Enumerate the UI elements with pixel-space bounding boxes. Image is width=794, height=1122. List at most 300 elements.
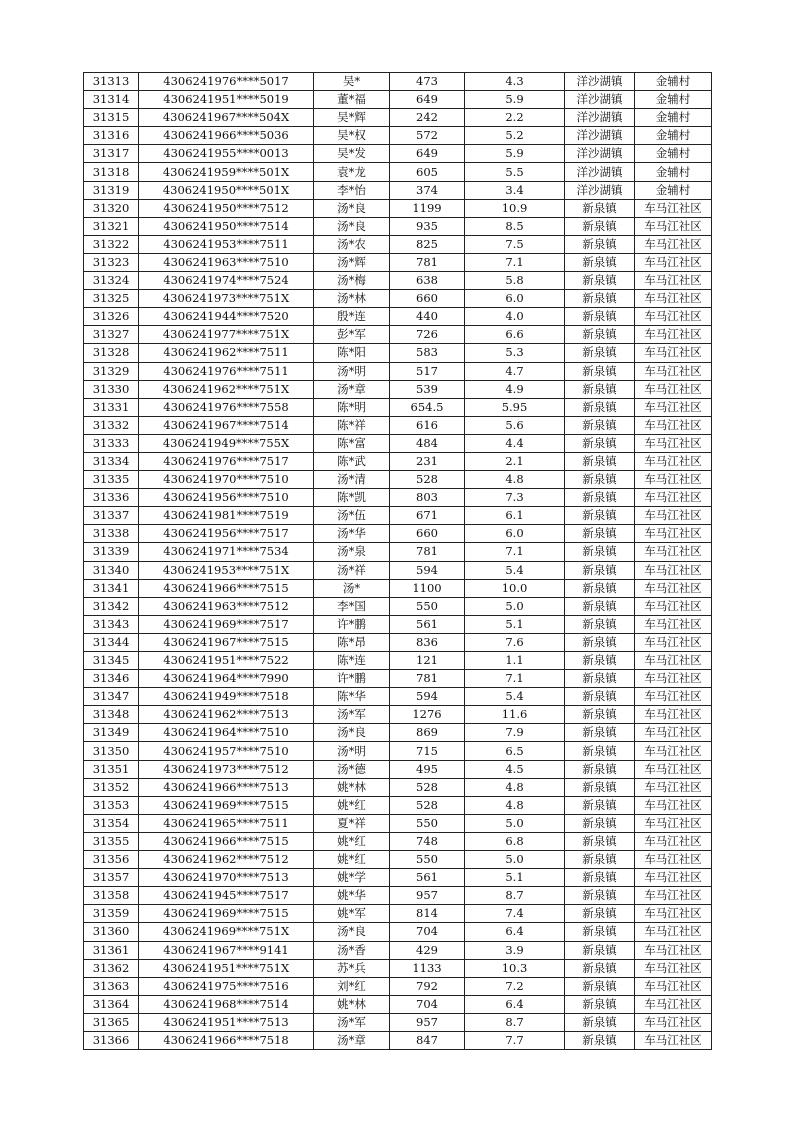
table-row <box>84 615 712 633</box>
name-cell: 李*国 <box>314 597 390 615</box>
village-cell: 车马江社区 <box>635 253 712 271</box>
village-cell: 车马江社区 <box>635 489 712 507</box>
village-cell: 金辅村 <box>635 73 712 91</box>
table-row <box>84 489 712 507</box>
amount-cell: 7.1 <box>465 543 565 561</box>
id-number-cell: 4306241974****7524 <box>139 272 314 290</box>
area-cell: 495 <box>390 760 465 778</box>
table-row <box>84 688 712 706</box>
table-row <box>84 272 712 290</box>
amount-cell: 6.4 <box>465 923 565 941</box>
town-cell: 新泉镇 <box>565 217 635 235</box>
town-cell: 新泉镇 <box>565 398 635 416</box>
area-cell: 869 <box>390 724 465 742</box>
town-cell: 新泉镇 <box>565 1031 635 1049</box>
village-cell: 金辅村 <box>635 127 712 145</box>
table-row <box>84 163 712 181</box>
area-cell: 792 <box>390 977 465 995</box>
town-cell: 新泉镇 <box>565 290 635 308</box>
name-cell: 汤*军 <box>314 706 390 724</box>
name-cell: 姚*红 <box>314 851 390 869</box>
town-cell: 洋沙湖镇 <box>565 91 635 109</box>
town-cell: 洋沙湖镇 <box>565 109 635 127</box>
seq-number-cell: 31359 <box>84 905 139 923</box>
area-cell: 660 <box>390 525 465 543</box>
village-cell: 金辅村 <box>635 145 712 163</box>
amount-cell: 5.1 <box>465 615 565 633</box>
area-cell: 825 <box>390 235 465 253</box>
name-cell: 陈*阳 <box>314 344 390 362</box>
name-cell: 汤*伍 <box>314 507 390 525</box>
seq-number-cell: 31366 <box>84 1031 139 1049</box>
seq-number-cell: 31336 <box>84 489 139 507</box>
area-cell: 594 <box>390 688 465 706</box>
name-cell: 陈*连 <box>314 652 390 670</box>
village-cell: 车马江社区 <box>635 308 712 326</box>
name-cell: 吴*辉 <box>314 109 390 127</box>
area-cell: 121 <box>390 652 465 670</box>
town-cell: 新泉镇 <box>565 434 635 452</box>
id-number-cell: 4306241965****7511 <box>139 814 314 832</box>
table-row <box>84 380 712 398</box>
amount-cell: 5.0 <box>465 597 565 615</box>
amount-cell: 3.4 <box>465 181 565 199</box>
seq-number-cell: 31323 <box>84 253 139 271</box>
town-cell: 新泉镇 <box>565 615 635 633</box>
table-row <box>84 290 712 308</box>
town-cell: 新泉镇 <box>565 344 635 362</box>
id-number-cell: 4306241963****7510 <box>139 253 314 271</box>
name-cell: 李*怡 <box>314 181 390 199</box>
town-cell: 新泉镇 <box>565 995 635 1013</box>
name-cell: 汤* <box>314 579 390 597</box>
area-cell: 660 <box>390 290 465 308</box>
id-number-cell: 4306241966****7513 <box>139 778 314 796</box>
amount-cell: 7.5 <box>465 235 565 253</box>
seq-number-cell: 31364 <box>84 995 139 1013</box>
table-row <box>84 905 712 923</box>
area-cell: 616 <box>390 416 465 434</box>
town-cell: 新泉镇 <box>565 525 635 543</box>
name-cell: 苏*兵 <box>314 959 390 977</box>
table-row <box>84 869 712 887</box>
name-cell: 夏*祥 <box>314 814 390 832</box>
amount-cell: 5.6 <box>465 416 565 434</box>
town-cell: 新泉镇 <box>565 688 635 706</box>
village-cell: 车马江社区 <box>635 272 712 290</box>
amount-cell: 6.0 <box>465 290 565 308</box>
name-cell: 殷*连 <box>314 308 390 326</box>
id-number-cell: 4306241976****7511 <box>139 362 314 380</box>
seq-number-cell: 31365 <box>84 1013 139 1031</box>
id-number-cell: 4306241950****501X <box>139 181 314 199</box>
name-cell: 吴*权 <box>314 127 390 145</box>
area-cell: 561 <box>390 869 465 887</box>
amount-cell: 5.2 <box>465 127 565 145</box>
town-cell: 新泉镇 <box>565 905 635 923</box>
id-number-cell: 4306241968****7514 <box>139 995 314 1013</box>
id-number-cell: 4306241953****7511 <box>139 235 314 253</box>
area-cell: 803 <box>390 489 465 507</box>
amount-cell: 7.3 <box>465 489 565 507</box>
area-cell: 594 <box>390 561 465 579</box>
name-cell: 陈*武 <box>314 452 390 470</box>
area-cell: 440 <box>390 308 465 326</box>
amount-cell: 10.9 <box>465 199 565 217</box>
seq-number-cell: 31351 <box>84 760 139 778</box>
name-cell: 吴*发 <box>314 145 390 163</box>
village-cell: 车马江社区 <box>635 235 712 253</box>
area-cell: 649 <box>390 91 465 109</box>
table-row <box>84 416 712 434</box>
amount-cell: 2.2 <box>465 109 565 127</box>
name-cell: 董*福 <box>314 91 390 109</box>
table-row <box>84 1013 712 1031</box>
area-cell: 242 <box>390 109 465 127</box>
amount-cell: 1.1 <box>465 652 565 670</box>
id-number-cell: 4306241962****7512 <box>139 851 314 869</box>
town-cell: 新泉镇 <box>565 579 635 597</box>
id-number-cell: 4306241945****7517 <box>139 887 314 905</box>
name-cell: 陈*明 <box>314 398 390 416</box>
seq-number-cell: 31358 <box>84 887 139 905</box>
seq-number-cell: 31320 <box>84 199 139 217</box>
table-row <box>84 778 712 796</box>
id-number-cell: 4306241951****5019 <box>139 91 314 109</box>
town-cell: 新泉镇 <box>565 416 635 434</box>
village-cell: 车马江社区 <box>635 290 712 308</box>
id-number-cell: 4306241962****751X <box>139 380 314 398</box>
town-cell: 洋沙湖镇 <box>565 73 635 91</box>
village-cell: 车马江社区 <box>635 362 712 380</box>
id-number-cell: 4306241976****7517 <box>139 452 314 470</box>
village-cell: 车马江社区 <box>635 724 712 742</box>
amount-cell: 7.6 <box>465 633 565 651</box>
village-cell: 车马江社区 <box>635 814 712 832</box>
village-cell: 车马江社区 <box>635 977 712 995</box>
id-number-cell: 4306241967****504X <box>139 109 314 127</box>
amount-cell: 6.6 <box>465 326 565 344</box>
town-cell: 新泉镇 <box>565 887 635 905</box>
name-cell: 陈*祥 <box>314 416 390 434</box>
seq-number-cell: 31338 <box>84 525 139 543</box>
village-cell: 车马江社区 <box>635 796 712 814</box>
area-cell: 836 <box>390 633 465 651</box>
village-cell: 车马江社区 <box>635 452 712 470</box>
town-cell: 新泉镇 <box>565 959 635 977</box>
id-number-cell: 4306241969****7515 <box>139 905 314 923</box>
id-number-cell: 4306241963****7512 <box>139 597 314 615</box>
table-row <box>84 507 712 525</box>
amount-cell: 8.7 <box>465 887 565 905</box>
village-cell: 车马江社区 <box>635 742 712 760</box>
name-cell: 许*鹏 <box>314 670 390 688</box>
table-row <box>84 73 712 91</box>
area-cell: 583 <box>390 344 465 362</box>
village-cell: 车马江社区 <box>635 507 712 525</box>
id-number-cell: 4306241967****7515 <box>139 633 314 651</box>
name-cell: 汤*辉 <box>314 253 390 271</box>
id-number-cell: 4306241959****501X <box>139 163 314 181</box>
amount-cell: 6.4 <box>465 995 565 1013</box>
area-cell: 550 <box>390 597 465 615</box>
village-cell: 金辅村 <box>635 109 712 127</box>
village-cell: 车马江社区 <box>635 905 712 923</box>
area-cell: 1100 <box>390 579 465 597</box>
id-number-cell: 4306241969****7515 <box>139 796 314 814</box>
table-row <box>84 471 712 489</box>
table-row <box>84 941 712 959</box>
table-row <box>84 832 712 850</box>
area-cell: 649 <box>390 145 465 163</box>
village-cell: 车马江社区 <box>635 869 712 887</box>
amount-cell: 4.5 <box>465 760 565 778</box>
amount-cell: 3.9 <box>465 941 565 959</box>
town-cell: 新泉镇 <box>565 1013 635 1031</box>
amount-cell: 4.9 <box>465 380 565 398</box>
area-cell: 671 <box>390 507 465 525</box>
town-cell: 洋沙湖镇 <box>565 127 635 145</box>
id-number-cell: 4306241977****751X <box>139 326 314 344</box>
name-cell: 姚*林 <box>314 778 390 796</box>
amount-cell: 5.1 <box>465 869 565 887</box>
id-number-cell: 4306241950****7512 <box>139 199 314 217</box>
seq-number-cell: 31327 <box>84 326 139 344</box>
town-cell: 新泉镇 <box>565 742 635 760</box>
area-cell: 550 <box>390 814 465 832</box>
amount-cell: 6.0 <box>465 525 565 543</box>
id-number-cell: 4306241964****7510 <box>139 724 314 742</box>
seq-number-cell: 31353 <box>84 796 139 814</box>
name-cell: 许*鹏 <box>314 615 390 633</box>
area-cell: 1133 <box>390 959 465 977</box>
village-cell: 车马江社区 <box>635 887 712 905</box>
id-number-cell: 4306241969****751X <box>139 923 314 941</box>
table-row <box>84 742 712 760</box>
area-cell: 484 <box>390 434 465 452</box>
table-row <box>84 887 712 905</box>
table-row <box>84 91 712 109</box>
amount-cell: 4.4 <box>465 434 565 452</box>
seq-number-cell: 31335 <box>84 471 139 489</box>
name-cell: 汤*章 <box>314 380 390 398</box>
seq-number-cell: 31328 <box>84 344 139 362</box>
seq-number-cell: 31339 <box>84 543 139 561</box>
seq-number-cell: 31332 <box>84 416 139 434</box>
area-cell: 935 <box>390 217 465 235</box>
name-cell: 汤*华 <box>314 525 390 543</box>
village-cell: 车马江社区 <box>635 1013 712 1031</box>
name-cell: 陈*昂 <box>314 633 390 651</box>
seq-number-cell: 31348 <box>84 706 139 724</box>
village-cell: 车马江社区 <box>635 434 712 452</box>
village-cell: 车马江社区 <box>635 688 712 706</box>
amount-cell: 5.8 <box>465 272 565 290</box>
name-cell: 汤*农 <box>314 235 390 253</box>
village-cell: 车马江社区 <box>635 959 712 977</box>
id-number-cell: 4306241966****7515 <box>139 832 314 850</box>
town-cell: 新泉镇 <box>565 561 635 579</box>
id-number-cell: 4306241950****7514 <box>139 217 314 235</box>
town-cell: 新泉镇 <box>565 362 635 380</box>
village-cell: 车马江社区 <box>635 525 712 543</box>
seq-number-cell: 31329 <box>84 362 139 380</box>
table-row <box>84 561 712 579</box>
town-cell: 新泉镇 <box>565 977 635 995</box>
seq-number-cell: 31318 <box>84 163 139 181</box>
town-cell: 新泉镇 <box>565 380 635 398</box>
town-cell: 新泉镇 <box>565 869 635 887</box>
seq-number-cell: 31326 <box>84 308 139 326</box>
name-cell: 袁*龙 <box>314 163 390 181</box>
seq-number-cell: 31315 <box>84 109 139 127</box>
amount-cell: 5.95 <box>465 398 565 416</box>
amount-cell: 7.4 <box>465 905 565 923</box>
id-number-cell: 4306241967****7514 <box>139 416 314 434</box>
amount-cell: 10.0 <box>465 579 565 597</box>
village-cell: 车马江社区 <box>635 633 712 651</box>
name-cell: 汤*泉 <box>314 543 390 561</box>
id-number-cell: 4306241951****751X <box>139 959 314 977</box>
seq-number-cell: 31314 <box>84 91 139 109</box>
town-cell: 新泉镇 <box>565 543 635 561</box>
seq-number-cell: 31347 <box>84 688 139 706</box>
table-row <box>84 579 712 597</box>
amount-cell: 11.6 <box>465 706 565 724</box>
area-cell: 231 <box>390 452 465 470</box>
amount-cell: 4.8 <box>465 471 565 489</box>
id-number-cell: 4306241973****7512 <box>139 760 314 778</box>
town-cell: 新泉镇 <box>565 235 635 253</box>
area-cell: 814 <box>390 905 465 923</box>
amount-cell: 8.5 <box>465 217 565 235</box>
area-cell: 781 <box>390 670 465 688</box>
name-cell: 汤*香 <box>314 941 390 959</box>
amount-cell: 5.9 <box>465 145 565 163</box>
id-number-cell: 4306241976****7558 <box>139 398 314 416</box>
name-cell: 吴* <box>314 73 390 91</box>
name-cell: 姚*林 <box>314 995 390 1013</box>
town-cell: 新泉镇 <box>565 941 635 959</box>
town-cell: 新泉镇 <box>565 923 635 941</box>
village-cell: 车马江社区 <box>635 995 712 1013</box>
town-cell: 新泉镇 <box>565 597 635 615</box>
town-cell: 新泉镇 <box>565 471 635 489</box>
area-cell: 539 <box>390 380 465 398</box>
id-number-cell: 4306241970****7513 <box>139 869 314 887</box>
seq-number-cell: 31352 <box>84 778 139 796</box>
seq-number-cell: 31334 <box>84 452 139 470</box>
roster-table-body <box>84 73 712 1050</box>
town-cell: 新泉镇 <box>565 199 635 217</box>
name-cell: 姚*红 <box>314 832 390 850</box>
name-cell: 汤*良 <box>314 923 390 941</box>
id-number-cell: 4306241970****7510 <box>139 471 314 489</box>
table-row <box>84 851 712 869</box>
town-cell: 新泉镇 <box>565 308 635 326</box>
amount-cell: 4.8 <box>465 778 565 796</box>
village-cell: 金辅村 <box>635 181 712 199</box>
village-cell: 车马江社区 <box>635 543 712 561</box>
area-cell: 572 <box>390 127 465 145</box>
table-row <box>84 995 712 1013</box>
id-number-cell: 4306241955****0013 <box>139 145 314 163</box>
seq-number-cell: 31319 <box>84 181 139 199</box>
name-cell: 姚*学 <box>314 869 390 887</box>
area-cell: 550 <box>390 851 465 869</box>
seq-number-cell: 31333 <box>84 434 139 452</box>
village-cell: 车马江社区 <box>635 471 712 489</box>
table-row <box>84 1031 712 1049</box>
table-row <box>84 181 712 199</box>
seq-number-cell: 31349 <box>84 724 139 742</box>
table-row <box>84 796 712 814</box>
table-row <box>84 760 712 778</box>
amount-cell: 5.0 <box>465 851 565 869</box>
village-cell: 车马江社区 <box>635 706 712 724</box>
id-number-cell: 4306241975****7516 <box>139 977 314 995</box>
town-cell: 新泉镇 <box>565 778 635 796</box>
amount-cell: 7.7 <box>465 1031 565 1049</box>
name-cell: 汤*良 <box>314 724 390 742</box>
area-cell: 748 <box>390 832 465 850</box>
name-cell: 陈*华 <box>314 688 390 706</box>
table-row <box>84 452 712 470</box>
seq-number-cell: 31355 <box>84 832 139 850</box>
name-cell: 姚*军 <box>314 905 390 923</box>
table-row <box>84 326 712 344</box>
table-row <box>84 308 712 326</box>
seq-number-cell: 31340 <box>84 561 139 579</box>
roster-table <box>83 72 712 1050</box>
area-cell: 429 <box>390 941 465 959</box>
id-number-cell: 4306241956****7517 <box>139 525 314 543</box>
area-cell: 726 <box>390 326 465 344</box>
area-cell: 704 <box>390 995 465 1013</box>
seq-number-cell: 31350 <box>84 742 139 760</box>
seq-number-cell: 31324 <box>84 272 139 290</box>
id-number-cell: 4306241957****7510 <box>139 742 314 760</box>
village-cell: 车马江社区 <box>635 579 712 597</box>
seq-number-cell: 31342 <box>84 597 139 615</box>
village-cell: 车马江社区 <box>635 217 712 235</box>
village-cell: 车马江社区 <box>635 778 712 796</box>
amount-cell: 7.2 <box>465 977 565 995</box>
area-cell: 781 <box>390 253 465 271</box>
town-cell: 新泉镇 <box>565 253 635 271</box>
area-cell: 654.5 <box>390 398 465 416</box>
amount-cell: 5.3 <box>465 344 565 362</box>
area-cell: 715 <box>390 742 465 760</box>
area-cell: 528 <box>390 778 465 796</box>
id-number-cell: 4306241981****7519 <box>139 507 314 525</box>
village-cell: 车马江社区 <box>635 760 712 778</box>
amount-cell: 4.3 <box>465 73 565 91</box>
id-number-cell: 4306241962****7511 <box>139 344 314 362</box>
seq-number-cell: 31361 <box>84 941 139 959</box>
village-cell: 车马江社区 <box>635 851 712 869</box>
village-cell: 车马江社区 <box>635 652 712 670</box>
name-cell: 汤*林 <box>314 290 390 308</box>
area-cell: 957 <box>390 1013 465 1031</box>
village-cell: 车马江社区 <box>635 416 712 434</box>
amount-cell: 6.5 <box>465 742 565 760</box>
amount-cell: 4.7 <box>465 362 565 380</box>
seq-number-cell: 31360 <box>84 923 139 941</box>
village-cell: 金辅村 <box>635 91 712 109</box>
table-row <box>84 199 712 217</box>
area-cell: 704 <box>390 923 465 941</box>
